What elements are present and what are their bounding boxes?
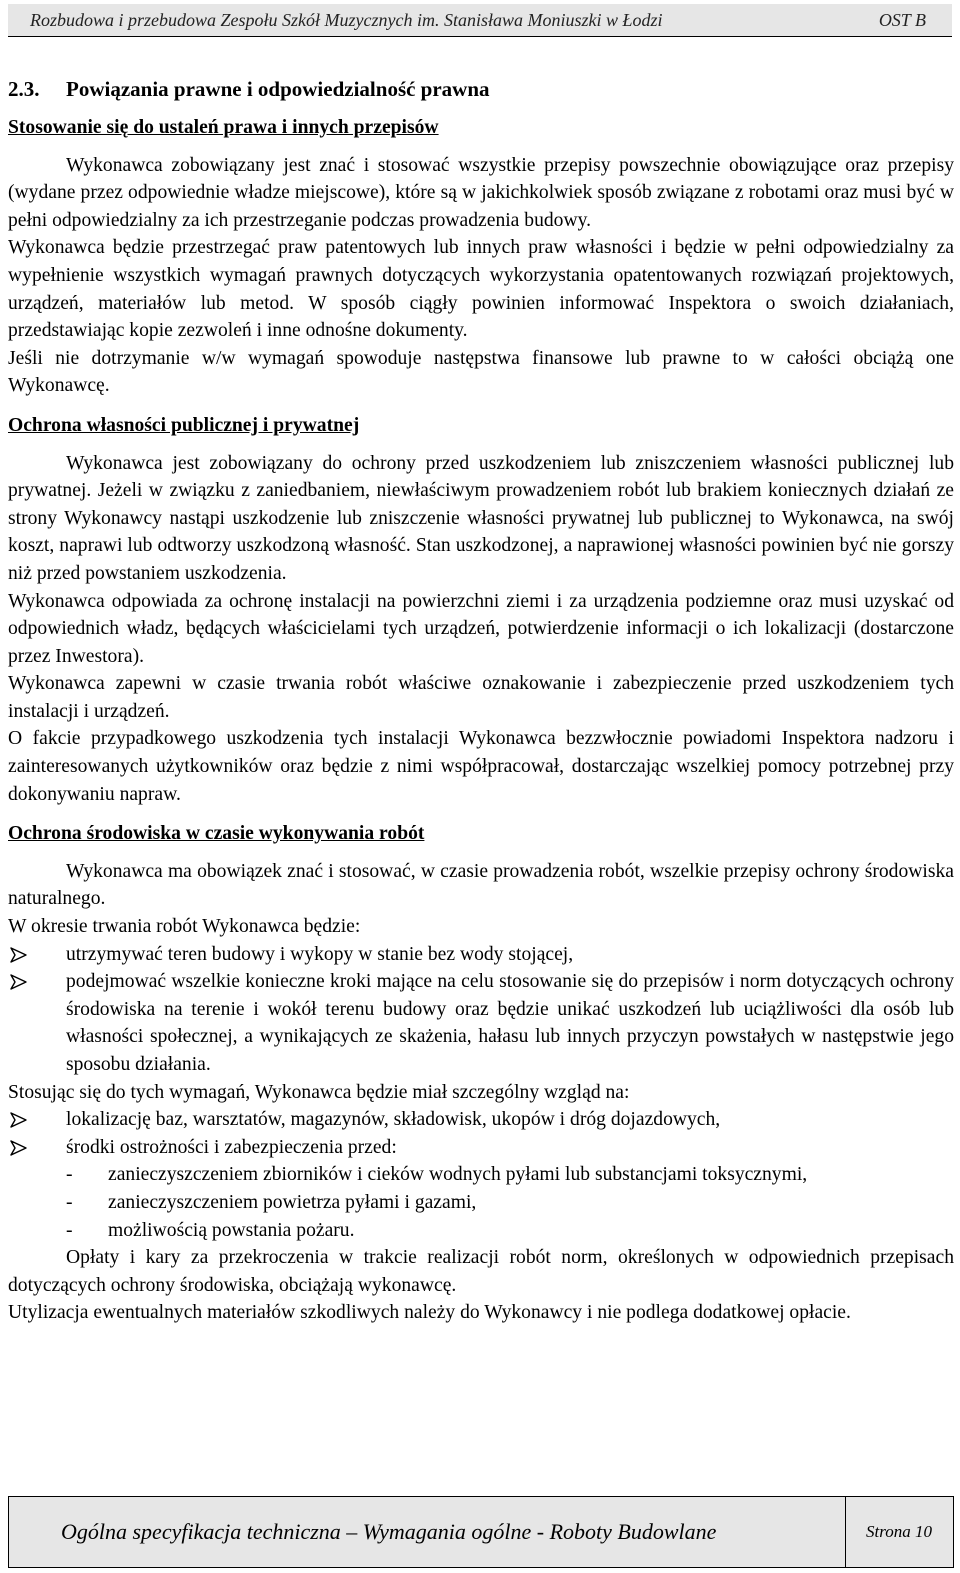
list-item-text: utrzymywać teren budowy i wykopy w stanie bez wody stojącej, (66, 943, 574, 965)
list-lead: Stosując się do tych wymagań, Wykonawca będzie miał szczególny wzgląd na: (8, 1081, 630, 1103)
footer-page-cell (845, 1497, 954, 1567)
list-item (8, 1106, 954, 1134)
footer-title-cell (9, 1497, 844, 1567)
paragraph: Wykonawca jest zobowiązany do ochrony przed uszkodzeniem lub zniszczeniem własności publicznej lub prywatnej. Jeżeli w związku z zaniedbaniem, niewłaściwym prowadzeniem robót lub brakiem koniecznych działań ze strony Wykonawcy nastąpi uszkodzenie lub zniszczenie własności prywatnej lub publicznej to Wykonawca, na swój koszt, naprawi lub odtworzy uszkodzoną własność. Stan uszkodzonej, a naprawionej własności powinien być nie gorszy niż przed powstaniem uszkodzenia. (8, 452, 954, 584)
dash-item-text: zanieczyszczeniem zbiorników i cieków wodnych pyłami lub substancjami toksycznymi, (108, 1164, 808, 1186)
list-item (8, 941, 954, 969)
dash-item (8, 1189, 954, 1217)
dash-marker: - (66, 1164, 73, 1186)
list-item (8, 1134, 954, 1162)
dash-marker: - (66, 1191, 73, 1213)
paragraph: Wykonawca ma obowiązek znać i stosować, w czasie prowadzenia robót, wszelkie przepisy ochrony środowiska naturalnego. (8, 860, 954, 910)
section-number: 2.3. (8, 77, 40, 101)
subsection-heading-property: Ochrona własności publicznej i prywatnej (8, 414, 360, 436)
paragraph: Opłaty i kary za przekroczenia w trakcie realizacji robót norm, określonych w odpowiednich przepisach dotyczących ochrony środowiska, obciążają wykonawcę. (8, 1247, 954, 1296)
dash-item-text: zanieczyszczeniem powietrza pyłami i gazami, (108, 1191, 477, 1213)
subsection-heading-environment: Ochrona środowiska w czasie wykonywania robót (8, 823, 425, 845)
section-title: Powiązania prawne i odpowiedzialność prawna (66, 77, 490, 101)
footer-title: Ogólna specyfikacja techniczna – Wymagania ogólne - Roboty Budowlane (61, 1519, 717, 1544)
page-header (8, 4, 952, 37)
arrow-bullet-icon (8, 1134, 32, 1161)
paragraph: Utylizacja ewentualnych materiałów szkodliwych należy do Wykonawcy i nie podlega dodatkowej opłacie. (8, 1302, 851, 1324)
paragraph: Wykonawca zobowiązany jest znać i stosować wszystkie przepisy powszechnie obowiązujące oraz przepisy (wydane przez odpowiednie władze miejscowe), które są w jakichkolwiek sposób związane z robotami oraz musi być w pełni odpowiedzialny za ich przestrzeganie podczas prowadzenia budowy. (8, 154, 954, 231)
dash-marker: - (66, 1219, 73, 1241)
paragraph: Jeśli nie dotrzymanie w/w wymagań spowoduje następstwa finansowe lub prawne to w całości obciążą one Wykonawcę. (8, 347, 954, 397)
list-item-text: lokalizację baz, warsztatów, magazynów, składowisk, ukopów i dróg dojazdowych, (66, 1109, 721, 1131)
list-item (8, 968, 954, 1078)
dash-item-text: możliwością powstania pożaru. (108, 1219, 355, 1241)
dash-item (8, 1161, 954, 1189)
dash-item (8, 1217, 954, 1245)
dash-list (8, 1161, 954, 1244)
header-title: Rozbudowa i przebudowa Zespołu Szkół Muzycznych im. Stanisława Moniuszki w Łodzi (30, 10, 663, 30)
page-number: Strona 10 (866, 1522, 932, 1541)
list-lead: W okresie trwania robót Wykonawca będzie: (8, 916, 361, 938)
header-code: OST B (878, 10, 926, 30)
list-item-text: podejmować wszelkie konieczne kroki mające na celu stosowanie się do przepisów i norm dotyczących ochrony środowiska na terenie i wokół terenu budowy oraz będzie unikać uszkodzeń lub uciążliwości dla osób lub własności społecznej, a wynikających ze skażenia, hałasu lub innych przyczyn powstałych w następstwie jego sposobu działania. (66, 971, 954, 1075)
paragraph: Wykonawca zapewni w czasie trwania robót właściwe oznakowanie i zabezpieczenie przed uszkodzeniem tych instalacji i urządzeń. (8, 673, 954, 722)
list-item-text: środki ostrożności i zabezpieczenia przed: (66, 1136, 397, 1158)
arrow-bullet-icon (8, 968, 32, 995)
paragraph: O fakcie przypadkowego uszkodzenia tych instalacji Wykonawca bezzwłocznie powiadomi Inspektora nadzoru i zainteresowanych użytkowników oraz będzie z nimi współpracował, dostarczając wszelkiej pomocy potrzebnej przy dokonywaniu napraw. (8, 728, 954, 805)
subsection-heading-law: Stosowanie się do ustaleń prawa i innych przepisów (8, 117, 439, 138)
arrow-bullet-icon (8, 941, 32, 968)
arrow-list (8, 1106, 954, 1161)
arrow-bullet-icon (8, 1106, 32, 1133)
arrow-list (8, 941, 954, 1079)
paragraph: Wykonawca odpowiada za ochronę instalacji na powierzchni ziemi i za urządzenia podziemne oraz musi uzyskać od odpowiednich władz, będących właścicielami tych urządzeń, potwierdzenie informacji o ich lokalizacji (dostarczone przez Inwestora). (8, 590, 954, 667)
section-heading (8, 74, 954, 104)
paragraph: Wykonawca będzie przestrzegać praw patentowych lub innych praw własności i będzie w pełni odpowiedzialny za wypełnienie wszystkich wymagań prawnych dotyczących wykorzystania opatentowanych rozwiązań projektowych, urządzeń, materiałów lub metod. W sposób ciągły powinien informować Inspektora o swoich działaniach, przedstawiając kopie zezwoleń i inne odnośne dokumenty. (8, 237, 954, 342)
page-footer (8, 1496, 954, 1568)
document-body (8, 74, 954, 1327)
